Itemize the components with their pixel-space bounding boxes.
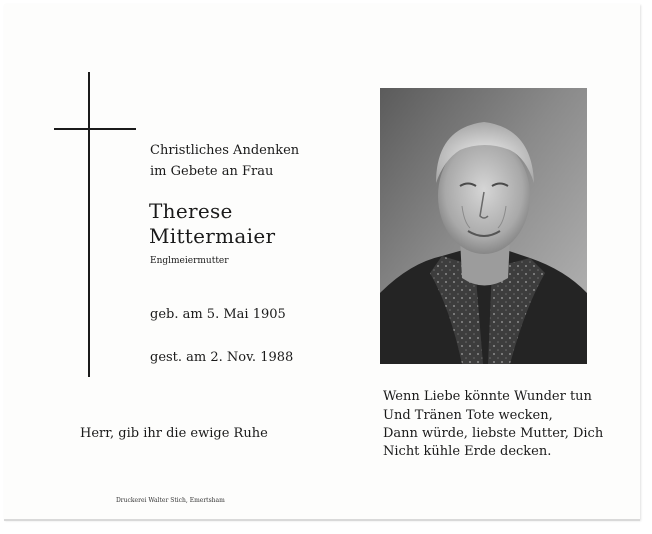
cross-vertical-beam [88,72,90,377]
cross-horizontal-beam [54,128,136,130]
verse-line-3: Dann würde, liebste Mutter, Dich [383,426,604,441]
intro-line-1: Christliches Andenken [150,143,300,158]
deceased-last-name: Mittermaier [149,224,276,248]
portrait-photo [380,88,587,364]
verse-line-1: Wenn Liebe könnte Wunder tun [383,389,592,404]
intro-line-2: im Gebete an Frau [150,164,274,179]
birth-date: geb. am 5. Mai 1905 [150,307,286,322]
prayer-line: Herr, gib ihr die ewige Ruhe [80,426,268,441]
card-bottom-edge [4,519,640,521]
printer-imprint: Druckerei Walter Stich, Emertsham [116,497,225,504]
deceased-first-name: Therese [149,199,233,223]
death-date: gest. am 2. Nov. 1988 [150,350,294,365]
deceased-nickname: Englmeiermutter [150,256,229,266]
verse-line-2: Und Tränen Tote wecken, [383,408,553,423]
verse-line-4: Nicht kühle Erde decken. [383,444,552,459]
